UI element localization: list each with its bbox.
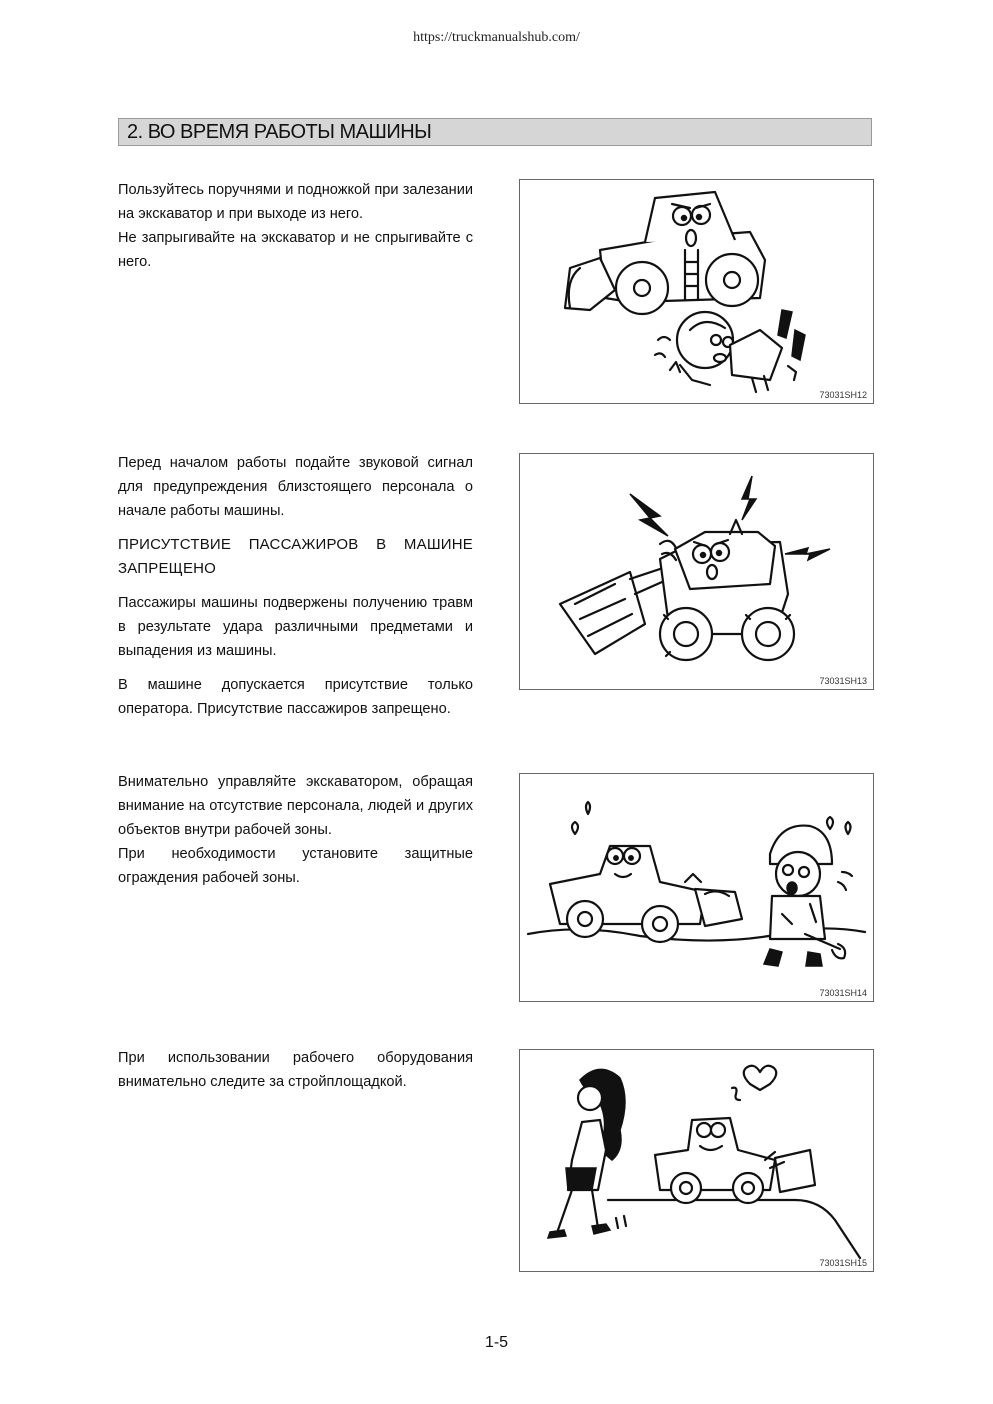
- illustration-no-passengers: [519, 453, 874, 690]
- paragraph: Внимательно управляйте экскаватором, обращая внимание на отсутствие персонала, людей и других объектов внутри рабочей зоны.: [118, 774, 473, 838]
- section-title: 2. ВО ВРЕМЯ РАБОТЫ МАШИНЫ: [118, 118, 872, 146]
- subheading: ПРИСУТСТВИЕ ПАССАЖИРОВ В МАШИНЕ ЗАПРЕЩЕНО: [118, 536, 473, 577]
- source-url: https://truckmanualshub.com/: [413, 30, 580, 45]
- illustration-site-watch: [519, 1049, 874, 1272]
- paragraph: При использовании рабочего оборудования внимательно следите за стройплощадкой.: [118, 1050, 473, 1090]
- text-block-2: [118, 451, 473, 721]
- text-block-1: [118, 178, 473, 274]
- figure-id: 73031SH12: [819, 390, 867, 400]
- text-block-3: [118, 770, 473, 890]
- illustration-climbing: [519, 179, 874, 404]
- figure-id: 73031SH14: [819, 988, 867, 998]
- paragraph: Не запрыгивайте на экскаватор и не спрыгивайте с него.: [118, 230, 473, 270]
- paragraph: Перед началом работы подайте звуковой сигнал для предупреждения близстоящего персонала о начале работы машины.: [118, 455, 473, 519]
- illustration-work-zone: [519, 773, 874, 1002]
- paragraph: При необходимости установите защитные ограждения рабочей зоны.: [118, 846, 473, 886]
- page-number: 1-5: [484, 1334, 509, 1351]
- figure-id: 73031SH13: [819, 676, 867, 686]
- paragraph: В машине допускается присутствие только оператора. Присутствие пассажиров запрещено.: [118, 677, 473, 717]
- text-block-4: [118, 1046, 473, 1094]
- paragraph: Пользуйтесь поручнями и подножкой при залезании на экскаватор и при выходе из него.: [118, 182, 473, 222]
- figure-id: 73031SH15: [819, 1258, 867, 1268]
- paragraph: Пассажиры машины подвержены получению травм в результате удара различными предметами и выпадения из машины.: [118, 595, 473, 659]
